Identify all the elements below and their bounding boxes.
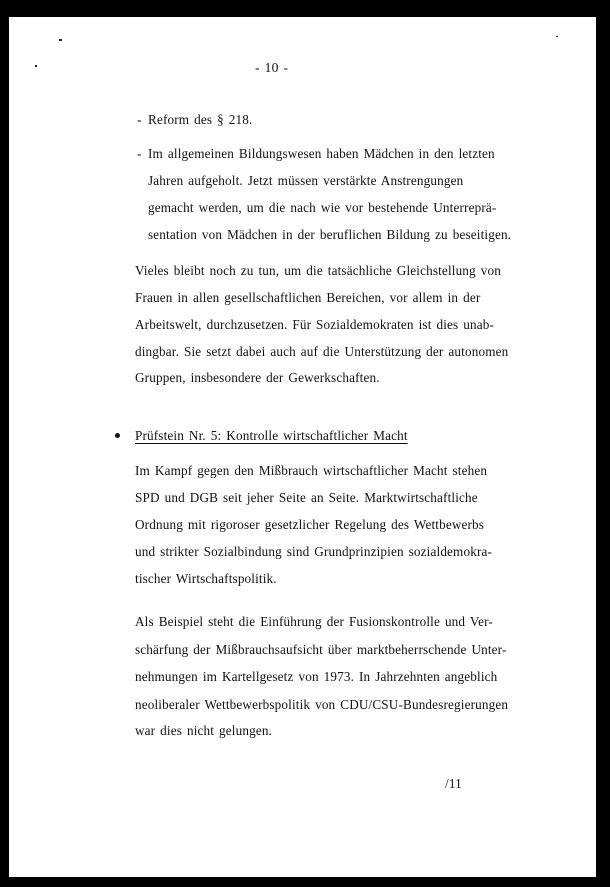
paragraph-line: Arbeitswelt, durchzusetzen. Für Sozialdemokraten ist dies unab- <box>135 317 495 332</box>
paragraph-line: schärfung der Mißbrauchsaufsicht über marktbeherrschende Unter- <box>135 642 507 657</box>
list-item-text: Im allgemeinen Bildungswesen haben Mädchen in den letzten <box>148 146 495 161</box>
paragraph-line: Vieles bleibt noch zu tun, um die tatsächliche Gleichstellung von <box>135 263 501 278</box>
paragraph-line: Als Beispiel steht die Einführung der Fusionskontrolle und Ver- <box>135 614 493 629</box>
paragraph-line: dingbar. Sie setzt dabei auch auf die Unterstützung der autonomen <box>135 344 509 359</box>
paragraph-line: SPD und DGB seit jeher Seite an Seite. Marktwirtschaftliche <box>135 490 478 505</box>
continuation-marker: /11 <box>445 776 462 791</box>
bullet-icon <box>115 433 120 438</box>
list-item-text: gemacht werden, um die nach wie vor bestehende Unterreprä- <box>148 200 497 215</box>
paragraph-line: tischer Wirtschaftspolitik. <box>135 571 277 586</box>
scan-speck <box>35 65 37 67</box>
paragraph-line: nehmungen im Kartellgesetz von 1973. In Jahrzehnten angeblich <box>135 669 498 684</box>
list-dash: - <box>137 112 142 127</box>
paragraph-line: neoliberaler Wettbewerbspolitik von CDU/CSU-Bundesregierungen <box>135 697 509 712</box>
scan-speck <box>59 39 62 41</box>
scan-speck <box>556 36 558 37</box>
list-item-text: sentation von Mädchen in der beruflichen Bildung zu beseitigen. <box>148 227 512 242</box>
paragraph-line: Gruppen, insbesondere der Gewerkschaften. <box>135 370 380 385</box>
list-dash: - <box>137 146 142 161</box>
list-item-text: Jahren aufgeholt. Jetzt müssen verstärkte Anstrengungen <box>148 173 464 188</box>
document-page <box>9 17 596 877</box>
section-heading-text: Prüfstein Nr. 5: Kontrolle wirtschaftlicher Macht <box>135 428 408 443</box>
paragraph-line: war dies nicht gelungen. <box>135 723 273 738</box>
list-item-text: Reform des § 218. <box>148 112 253 127</box>
paragraph-line: Ordnung mit rigoroser gesetzlicher Regelung des Wettbewerbs <box>135 517 485 532</box>
paragraph-line: Im Kampf gegen den Mißbrauch wirtschaftlicher Macht stehen <box>135 463 488 478</box>
paragraph-line: Frauen in allen gesellschaftlichen Bereichen, vor allem in der <box>135 290 481 305</box>
paragraph-line: und strikter Sozialbindung sind Grundprinzipien sozialdemokra- <box>135 544 493 559</box>
page-number: - 10 - <box>255 60 289 75</box>
section-heading <box>135 428 408 444</box>
